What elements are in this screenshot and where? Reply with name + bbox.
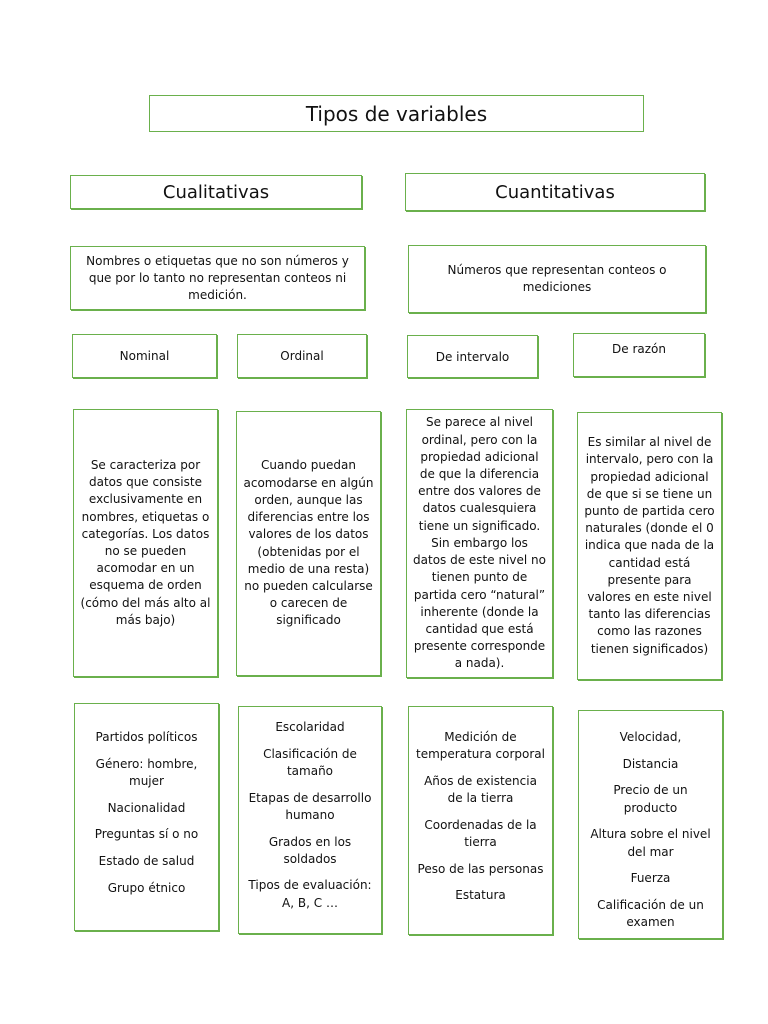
- list-item: Calificación de un examen: [597, 897, 704, 930]
- ordinal-definition-box: [236, 411, 381, 676]
- ordinal-definition: Cuando puedan acomodarse en algún orden, aunque las diferencias entre los valores de los datos (obtenidas por el medio de una resta) no pueden calcularse o carecen de significado: [243, 458, 374, 628]
- cualitativas-header: [70, 175, 362, 209]
- cuantitativas-label: Cuantitativas: [495, 181, 615, 203]
- nominal-label: Nominal: [119, 349, 170, 363]
- razon-definition-box: [577, 412, 722, 680]
- list-item: Distancia: [622, 756, 679, 771]
- ordinal-header: [237, 334, 367, 378]
- list-item: Grupo étnico: [107, 880, 186, 895]
- cualitativas-description-box: [70, 246, 365, 310]
- list-item: Estatura: [455, 888, 506, 903]
- nominal-definition: Se caracteriza por datos que consiste exclusivamente en nombres, etiquetas o categorías. Los datos no se pueden acomodar en un esquema de orden (cómo del más alto al más bajo): [80, 457, 211, 627]
- list-item: Tipos de evaluación: A, B, C …: [248, 878, 372, 910]
- razon-header: [573, 333, 705, 377]
- list-item: Medición de temperatura corporal: [416, 730, 545, 762]
- list-item: Años de existencia de la tierra: [424, 773, 537, 806]
- cualitativas-label: Cualitativas: [162, 181, 270, 203]
- list-item: Fuerza: [630, 871, 671, 886]
- list-item: Grados en los soldados: [268, 834, 352, 866]
- list-item: Etapas de desarrollo humano: [248, 790, 372, 822]
- nominal-definition-box: [73, 409, 218, 677]
- cuantitativas-description: Números que representan conteos o mediciones: [447, 263, 667, 294]
- nominal-examples-box: [74, 703, 219, 931]
- intervalo-header: [407, 335, 538, 378]
- cualitativas-description: Nombres o etiquetas que no son números y que por lo tanto no representan conteos ni medición.: [86, 253, 349, 302]
- diagram-title: Tipos de variables: [305, 101, 488, 126]
- list-item: Estado de salud: [98, 854, 195, 869]
- list-item: Peso de las personas: [417, 861, 544, 876]
- nominal-header: [72, 334, 217, 378]
- razon-label: De razón: [612, 342, 666, 356]
- list-item: Velocidad,: [619, 730, 682, 744]
- ordinal-examples-box: [238, 706, 382, 934]
- intervalo-definition: Se parece al nivel ordinal, pero con la propiedad adicional de que la diferencia entre dos valores de datos cualesquiera tiene un significado. Sin embargo los datos de este nivel no tienen punto de partida cero “natural” inherente (donde la cantidad que está presente corresponde a nada).: [413, 415, 546, 671]
- cuantitativas-header: [405, 173, 705, 211]
- ordinal-label: Ordinal: [280, 349, 324, 363]
- list-item: Preguntas sí o no: [94, 827, 199, 842]
- diagram-title-box: [149, 95, 644, 132]
- list-item: Género: hombre, mujer: [95, 756, 198, 788]
- intervalo-examples-box: [408, 706, 553, 935]
- cuantitativas-description-box: [408, 245, 706, 313]
- list-item: Clasificación de tamaño: [263, 746, 357, 778]
- list-item: Escolaridad: [275, 720, 345, 734]
- razon-definition: Es similar al nivel de intervalo, pero con la propiedad adicional de que si se tiene un punto de partida cero naturales (donde el 0 indica que nada de la cantidad está presente para valores en este nivel tanto las diferencias como las razones tienen significados): [584, 435, 715, 656]
- list-item: Nacionalidad: [107, 800, 186, 815]
- list-item: Precio de un producto: [613, 783, 688, 815]
- intervalo-label: De intervalo: [435, 349, 510, 364]
- list-item: Partidos políticos: [95, 730, 198, 744]
- intervalo-definition-box: [406, 409, 553, 678]
- list-item: Altura sobre el nivel del mar: [590, 827, 711, 859]
- list-item: Coordenadas de la tierra: [424, 817, 537, 850]
- razon-examples-box: [578, 710, 723, 939]
